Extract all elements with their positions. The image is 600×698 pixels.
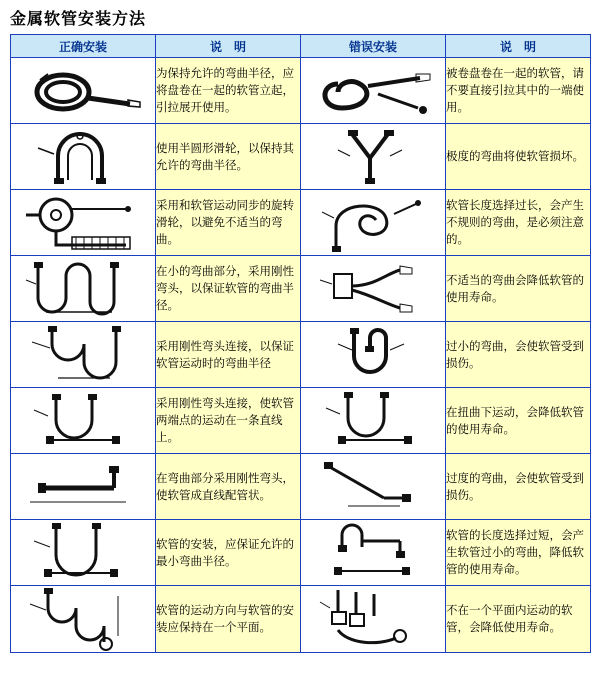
min-bend-radius-install-correct-icon xyxy=(11,520,156,586)
row-desc: 在小的弯曲部分，采用刚性弯头，以保证软管的弯曲半径。 xyxy=(156,256,301,322)
torsion-bend-wrong-icon xyxy=(301,388,446,454)
row-desc: 采用刚性弯头连接，使软管两端点的运动在一条直线上。 xyxy=(156,388,301,454)
row-desc: 为保持允许的弯曲半径，应将盘卷在一起的软管立起，引拉展开使用。 xyxy=(156,58,301,124)
table-row xyxy=(11,520,591,586)
rigid-elbow-straight-line-correct-icon xyxy=(11,388,156,454)
header-wrong-desc: 说 明 xyxy=(446,35,591,58)
row-desc: 软管的运动方向与软管的安装应保持在一个平面。 xyxy=(156,586,301,653)
too-small-bend-wrong-icon xyxy=(301,322,446,388)
rotating-sheave-chain-correct-icon xyxy=(11,190,156,256)
same-plane-motion-correct-icon xyxy=(11,586,156,653)
row-desc: 过度的弯曲，会使软管受到损伤。 xyxy=(446,454,591,520)
row-desc: 在弯曲部分采用刚性弯头，使软管成直线配管状。 xyxy=(156,454,301,520)
table-row xyxy=(11,190,591,256)
header-correct-desc: 说 明 xyxy=(156,35,301,58)
table-row xyxy=(11,454,591,520)
too-long-hose-wrong-icon xyxy=(301,520,446,586)
row-desc: 被卷盘卷在一起的软管，请不要直接引拉其中的一端使用。 xyxy=(446,58,591,124)
semicircular-sheave-correct-icon xyxy=(11,124,156,190)
installation-methods-table xyxy=(10,34,591,653)
page-title: 金属软管安装方法 xyxy=(10,9,147,28)
header-correct-install: 正确安装 xyxy=(11,35,156,58)
row-desc: 过小的弯曲，会使软管受到损伤。 xyxy=(446,322,591,388)
rigid-bend-small-radius-correct-icon xyxy=(11,256,156,322)
excess-length-loop-wrong-icon xyxy=(301,190,446,256)
sharp-bend-sheave-wrong-icon xyxy=(301,124,446,190)
row-desc: 极度的弯曲将使软管损坏。 xyxy=(446,124,591,190)
row-desc: 软管的安装，应保证允许的最小弯曲半径。 xyxy=(156,520,301,586)
coiled-hose-flat-correct-icon xyxy=(11,58,156,124)
table-row xyxy=(11,388,591,454)
rigid-elbow-joint-correct-icon xyxy=(11,322,156,388)
out-of-plane-motion-wrong-icon xyxy=(301,586,446,653)
straight-piping-elbow-correct-icon xyxy=(11,454,156,520)
row-desc: 使用半圆形滑轮，以保持其允许的弯曲半径。 xyxy=(156,124,301,190)
row-desc: 软管的长度选择过短，会产生软管过小的弯曲，降低软管的使用寿命。 xyxy=(446,520,591,586)
row-desc: 软管长度选择过长，会产生不规则的弯曲，是必须注意的。 xyxy=(446,190,591,256)
table-row xyxy=(11,256,591,322)
row-desc: 不适当的弯曲会降低软管的使用寿命。 xyxy=(446,256,591,322)
table-row xyxy=(11,322,591,388)
over-bend-wrong-icon xyxy=(301,454,446,520)
row-desc: 采用和软管运动同步的旋转滑轮，以避免不适当的弯曲。 xyxy=(156,190,301,256)
row-desc: 采用刚性弯头连接，以保证软管运动时的弯曲半径 xyxy=(156,322,301,388)
improper-bend-wrong-icon xyxy=(301,256,446,322)
coiled-hose-pulled-wrong-icon xyxy=(301,58,446,124)
table-header-row xyxy=(11,35,591,58)
table-row xyxy=(11,124,591,190)
row-desc: 不在一个平面内运动的软管，会降低使用寿命。 xyxy=(446,586,591,653)
row-desc: 在扭曲下运动，会降低软管的使用寿命。 xyxy=(446,388,591,454)
header-wrong-install: 错误安装 xyxy=(301,35,446,58)
table-row xyxy=(11,58,591,124)
table-row xyxy=(11,586,591,653)
